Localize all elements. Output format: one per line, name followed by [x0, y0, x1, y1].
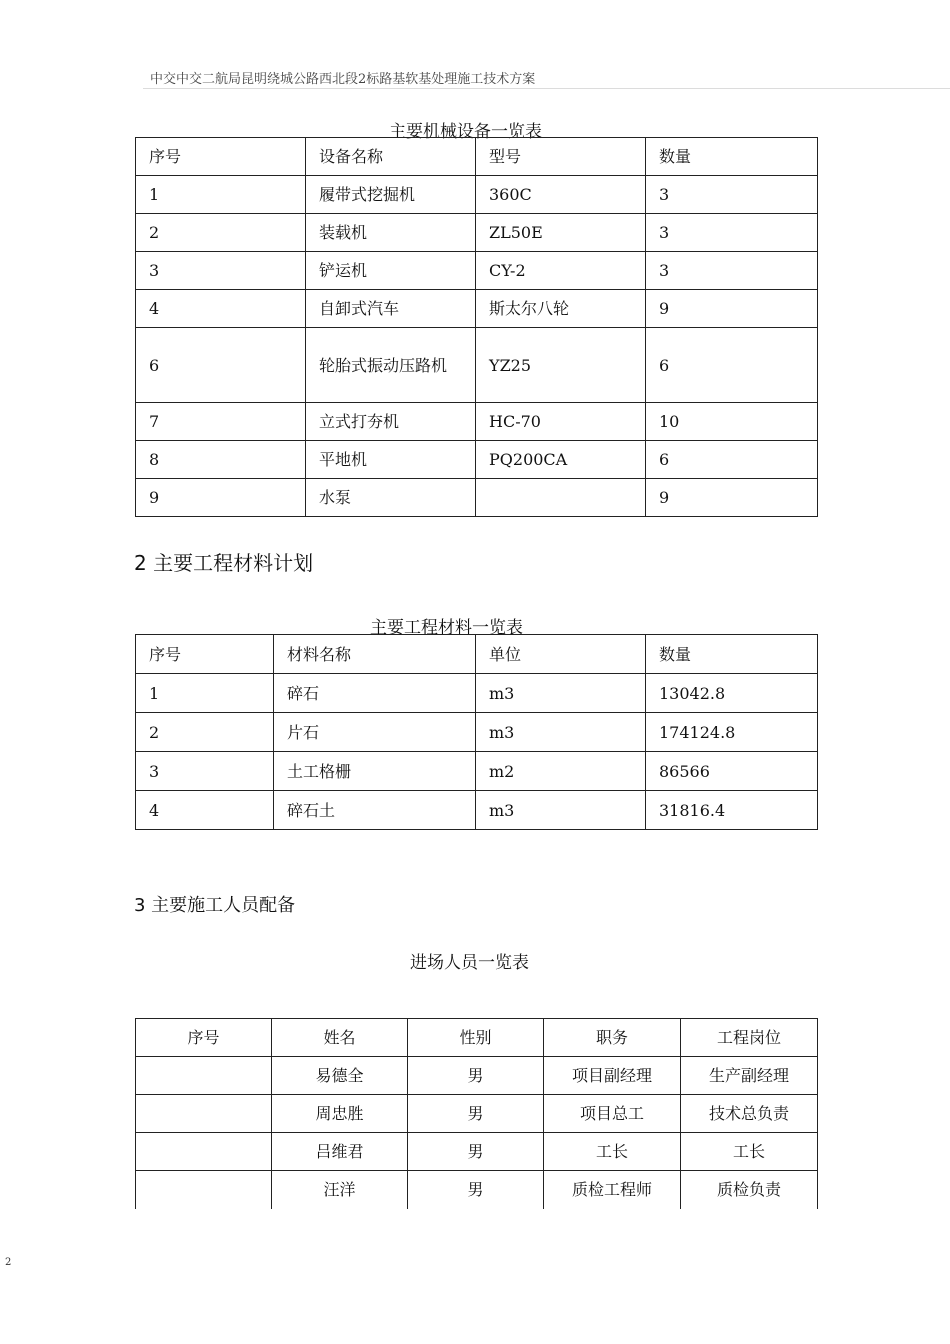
table-cell: 1 — [136, 674, 274, 713]
table-cell: 质检工程师 — [544, 1171, 681, 1209]
table-cell: 吕维君 — [272, 1133, 408, 1171]
table-header-row — [136, 138, 818, 176]
column-header: 序号 — [136, 1019, 272, 1057]
table-cell: 质检负责 — [681, 1171, 818, 1209]
table-cell: 工长 — [681, 1133, 818, 1171]
table-cell: 31816.4 — [646, 791, 818, 830]
table-row — [136, 1095, 818, 1133]
table-cell: 碎石 — [274, 674, 476, 713]
materials-table — [135, 634, 818, 830]
table-cell: 平地机 — [306, 441, 476, 479]
table-cell — [476, 479, 646, 517]
table-cell: 174124.8 — [646, 713, 818, 752]
table-row — [136, 441, 818, 479]
table-cell: 6 — [136, 328, 306, 403]
table-cell: 3 — [136, 252, 306, 290]
table-cell: 工长 — [544, 1133, 681, 1171]
table-cell: m3 — [476, 713, 646, 752]
table-cell: 片石 — [274, 713, 476, 752]
table-cell: 男 — [408, 1095, 544, 1133]
table-cell: 3 — [646, 176, 818, 214]
table-cell: 技术总负责 — [681, 1095, 818, 1133]
personnel-table — [135, 1018, 818, 1209]
table-cell: 1 — [136, 176, 306, 214]
column-header: 性别 — [408, 1019, 544, 1057]
table-row — [136, 713, 818, 752]
materials-table-caption: 主要工程材料一览表 — [370, 618, 523, 638]
column-header: 数量 — [646, 635, 818, 674]
table-cell: 土工格栅 — [274, 752, 476, 791]
column-header: 工程岗位 — [681, 1019, 818, 1057]
table-cell: 立式打夯机 — [306, 403, 476, 441]
table-cell: 男 — [408, 1057, 544, 1095]
table-cell: 3 — [646, 214, 818, 252]
header-divider — [143, 88, 950, 89]
table-header-row — [136, 1019, 818, 1057]
table-cell: 4 — [136, 290, 306, 328]
table-cell: m2 — [476, 752, 646, 791]
table-cell: 履带式挖掘机 — [306, 176, 476, 214]
equipment-table-caption: 主要机械设备一览表 — [389, 122, 542, 142]
table-cell: 轮胎式振动压路机 — [306, 328, 476, 403]
table-cell: 项目副经理 — [544, 1057, 681, 1095]
table-cell: 铲运机 — [306, 252, 476, 290]
table-row — [136, 328, 818, 403]
table-cell: 9 — [646, 479, 818, 517]
column-header: 单位 — [476, 635, 646, 674]
table-cell: 7 — [136, 403, 306, 441]
table-row — [136, 479, 818, 517]
table-cell: 9 — [136, 479, 306, 517]
table-cell: m3 — [476, 791, 646, 830]
table-row — [136, 1057, 818, 1095]
page-number: 2 — [5, 1257, 12, 1268]
table-cell — [136, 1171, 272, 1209]
table-cell: 2 — [136, 713, 274, 752]
table-cell: YZ25 — [476, 328, 646, 403]
table-cell: 项目总工 — [544, 1095, 681, 1133]
column-header: 职务 — [544, 1019, 681, 1057]
table-cell: 13042.8 — [646, 674, 818, 713]
table-row — [136, 674, 818, 713]
table-cell: 装载机 — [306, 214, 476, 252]
table-cell: 汪洋 — [272, 1171, 408, 1209]
equipment-table — [135, 137, 818, 517]
table-row — [136, 214, 818, 252]
table-cell: 易德全 — [272, 1057, 408, 1095]
table-cell: 男 — [408, 1171, 544, 1209]
table-cell — [136, 1057, 272, 1095]
table-cell: 自卸式汽车 — [306, 290, 476, 328]
table-row — [136, 252, 818, 290]
table-header-row — [136, 635, 818, 674]
section-2-heading: 2 主要工程材料计划 — [134, 551, 314, 575]
table-cell — [136, 1095, 272, 1133]
column-header: 序号 — [136, 138, 306, 176]
table-cell: 10 — [646, 403, 818, 441]
column-header: 数量 — [646, 138, 818, 176]
table-cell: 6 — [646, 441, 818, 479]
table-row — [136, 176, 818, 214]
table-cell: 3 — [136, 752, 274, 791]
table-cell: CY-2 — [476, 252, 646, 290]
table-cell: 生产副经理 — [681, 1057, 818, 1095]
table-row — [136, 403, 818, 441]
table-row — [136, 1133, 818, 1171]
table-cell: 8 — [136, 441, 306, 479]
table-row — [136, 791, 818, 830]
table-row — [136, 290, 818, 328]
column-header: 序号 — [136, 635, 274, 674]
table-cell: 86566 — [646, 752, 818, 791]
table-cell: 6 — [646, 328, 818, 403]
column-header: 材料名称 — [274, 635, 476, 674]
column-header: 型号 — [476, 138, 646, 176]
table-cell: m3 — [476, 674, 646, 713]
table-cell: 斯太尔八轮 — [476, 290, 646, 328]
table-cell: 水泵 — [306, 479, 476, 517]
table-cell — [136, 1133, 272, 1171]
table-cell: 2 — [136, 214, 306, 252]
column-header: 设备名称 — [306, 138, 476, 176]
table-cell: HC-70 — [476, 403, 646, 441]
table-cell: 360C — [476, 176, 646, 214]
table-cell: PQ200CA — [476, 441, 646, 479]
column-header: 姓名 — [272, 1019, 408, 1057]
table-row — [136, 1171, 818, 1209]
table-cell: 9 — [646, 290, 818, 328]
table-cell: 周忠胜 — [272, 1095, 408, 1133]
personnel-table-caption: 进场人员一览表 — [410, 953, 529, 973]
table-cell: 3 — [646, 252, 818, 290]
section-3-heading: 3 主要施工人员配备 — [134, 895, 296, 916]
running-header: 中交中交二航局昆明绕城公路西北段2标路基软基处理施工技术方案 — [150, 72, 536, 87]
table-row — [136, 752, 818, 791]
table-cell: 碎石土 — [274, 791, 476, 830]
table-cell: 4 — [136, 791, 274, 830]
table-cell: 男 — [408, 1133, 544, 1171]
table-cell: ZL50E — [476, 214, 646, 252]
